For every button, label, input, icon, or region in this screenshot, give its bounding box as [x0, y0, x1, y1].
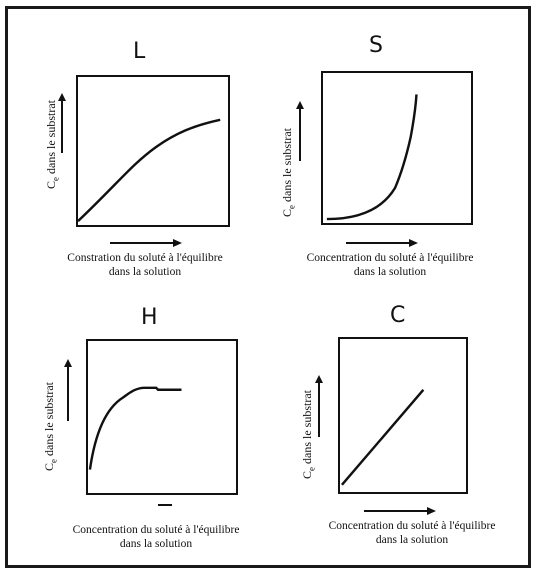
- x-axis-label-L: Constration du soluté à l'équilibre dans la solution: [67, 252, 223, 278]
- plot-box-C: [338, 337, 468, 494]
- x-axis-label-C: Concentration du soluté à l'équilibre dans la solution: [328, 520, 496, 546]
- panel-title-L: L: [133, 39, 146, 64]
- plot-svg-S: [323, 73, 471, 223]
- plot-svg-C: [340, 339, 466, 492]
- x-axis-arrow-H: [158, 501, 174, 509]
- isotherm-line-C: [342, 390, 423, 485]
- y-axis-label-H: $C_e$ dans le substrat: [42, 381, 59, 471]
- y-axis-label-L: $C_e$ dans le substrat: [44, 99, 61, 189]
- plot-svg-H: [88, 341, 236, 493]
- x-axis-arrow-L: [110, 237, 182, 249]
- y-axis-arrow-H: [62, 359, 74, 423]
- y-axis-arrow-L: [56, 93, 68, 155]
- x-axis-label-H: Concentration du soluté à l'équilibre dans la solution: [72, 524, 240, 550]
- y-axis-arrow-C: [313, 375, 325, 439]
- plot-box-L: [76, 75, 230, 227]
- isotherm-curve-L: [78, 120, 220, 221]
- x-axis-arrow-S: [346, 237, 418, 249]
- isotherm-curve-H: [90, 388, 182, 470]
- panel-title-S: S: [369, 33, 383, 58]
- plot-svg-L: [78, 77, 228, 225]
- isotherm-curve-S: [327, 94, 417, 219]
- y-axis-label-S: $C_e$ dans le substrat: [280, 127, 297, 217]
- y-axis-arrow-S: [294, 101, 306, 163]
- panel-title-H: H: [141, 305, 158, 330]
- plot-box-H: [86, 339, 238, 495]
- x-axis-label-S: Concentration du soluté à l'équilibre dans la solution: [306, 252, 474, 278]
- y-axis-label-C: $C_e$ dans le substrat: [300, 389, 317, 479]
- x-axis-arrow-C: [364, 505, 436, 517]
- plot-box-S: [321, 71, 473, 225]
- figure-frame: [5, 6, 531, 568]
- panel-title-C: C: [390, 303, 406, 328]
